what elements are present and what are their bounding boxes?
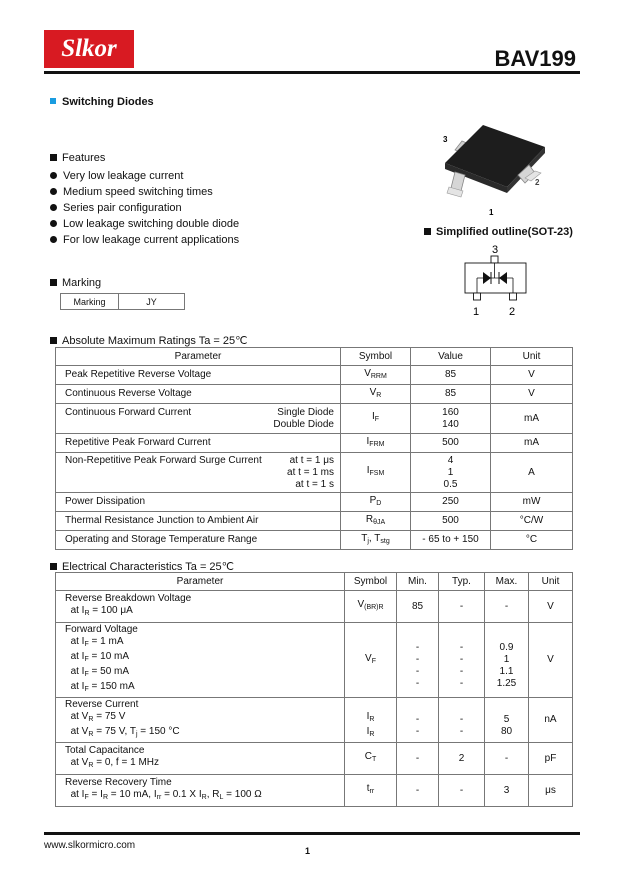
col-header-parameter: Parameter — [56, 348, 341, 366]
list-item: Medium speed switching times — [50, 184, 239, 200]
table-row: Total Capacitance at $V_R = 0$, f = 1 MHz $C_T$ - 2 - pF — [56, 743, 573, 775]
subtitle: Switching Diodes — [50, 96, 154, 108]
schematic-pin-2: 2 — [509, 306, 516, 318]
footer-rule — [44, 832, 580, 835]
abs-max-table — [55, 347, 573, 550]
table-row: Power Dissipation $P_D$ 250 mW — [56, 493, 573, 512]
col-header-unit: Unit — [529, 573, 573, 591]
pin-label-3: 3 — [443, 135, 448, 144]
list-item: Low leakage switching double diode — [50, 216, 239, 232]
table-header-row — [56, 573, 573, 591]
schematic-pin-1: 1 — [473, 306, 480, 318]
table-row: Continuous Forward Current Single Diode Double Diode $I_F$ 160 140 mA — [56, 404, 573, 434]
bullet-dot-icon — [50, 236, 57, 243]
elec-heading: Electrical Characteristics Ta = 25℃ — [50, 560, 234, 573]
marking-table — [60, 293, 185, 310]
elec-table — [55, 572, 573, 807]
bullet-square-icon — [50, 337, 57, 344]
col-header-typ: Typ. — [439, 573, 485, 591]
col-header-min: Min. — [397, 573, 439, 591]
marking-heading: Marking — [50, 277, 101, 289]
table-row: Reverse Recovery Time at $I_F = I_R = 10$ mA, $I_{rr} = 0.1$ X $I_R$, $R_L = 100$ Ω $t_{rr}$ - - 3 μs — [56, 775, 573, 807]
table-row: Forward Voltage at $I_F = 1$ mA at $I_F = 10$ mA at $I_F = 50$ mA at $I_F = 150$ mA $V_F$ - - - - - - - - 0.9 1 1.1 1.25 V — [56, 623, 573, 698]
logo-text: Slkor — [61, 35, 117, 62]
col-header-max: Max. — [485, 573, 529, 591]
bullet-dot-icon — [50, 220, 57, 227]
marking-label: Marking — [61, 294, 119, 310]
header-rule — [44, 71, 580, 74]
col-header-symbol: Symbol — [341, 348, 411, 366]
bullet-square-icon — [50, 154, 57, 161]
pin-label-1: 1 — [489, 208, 494, 217]
footer-url[interactable]: www.slkormicro.com — [44, 840, 136, 851]
circuit-schematic — [455, 243, 540, 318]
table-header-row — [56, 348, 573, 366]
bullet-square-icon — [424, 228, 431, 235]
features-list — [50, 168, 239, 248]
col-header-value: Value — [411, 348, 491, 366]
bullet-dot-icon — [50, 188, 57, 195]
bullet-square-icon — [50, 279, 57, 286]
table-row: Reverse Breakdown Voltage at $I_R = 100$ μA $V_{(BR)R}$ 85 - - V — [56, 591, 573, 623]
table-row: Peak Repetitive Reverse Voltage $V_{RRM}$ 85 V — [56, 366, 573, 385]
table-row — [61, 294, 185, 310]
outline-caption: Simplified outline(SOT-23) — [424, 226, 573, 238]
part-number: BAV199 — [494, 46, 576, 71]
page-number: 1 — [305, 846, 311, 856]
col-header-parameter: Parameter — [56, 573, 345, 591]
table-row: Reverse Current at $V_R = 75$ V at $V_R = 75$ V, $T_j = 150$ °C $I_R$ $I_R$ - - - - 5 80 nA — [56, 698, 573, 743]
bullet-dot-icon — [50, 172, 57, 179]
package-image — [425, 115, 560, 220]
list-item: Very low leakage current — [50, 168, 239, 184]
abs-max-heading: Absolute Maximum Ratings Ta = 25℃ — [50, 334, 248, 347]
table-row: Continuous Reverse Voltage $V_R$ 85 V — [56, 385, 573, 404]
marking-value: JY — [119, 294, 185, 310]
features-heading: Features — [50, 152, 105, 164]
list-item: For low leakage current applications — [50, 232, 239, 248]
col-header-symbol: Symbol — [345, 573, 397, 591]
table-row: Thermal Resistance Junction to Ambient Air $R_{\theta JA}$ 500 °C/W — [56, 512, 573, 531]
brand-logo — [44, 30, 134, 68]
bullet-dot-icon — [50, 204, 57, 211]
schematic-pin-3: 3 — [492, 244, 499, 256]
bullet-square-icon — [50, 98, 56, 104]
table-row: Non-Repetitive Peak Forward Surge Current at t = 1 μs at t = 1 ms at t = 1 s $I_{FSM}$ 4 1 0.5 A — [56, 453, 573, 493]
list-item: Series pair configuration — [50, 200, 239, 216]
pin-label-2: 2 — [535, 178, 540, 187]
bullet-square-icon — [50, 563, 57, 570]
table-row: Operating and Storage Temperature Range $T_j$, $T_{stg}$ - 65 to + 150 °C — [56, 531, 573, 550]
col-header-unit: Unit — [491, 348, 573, 366]
table-row: Repetitive Peak Forward Current $I_{FRM}$ 500 mA — [56, 434, 573, 453]
